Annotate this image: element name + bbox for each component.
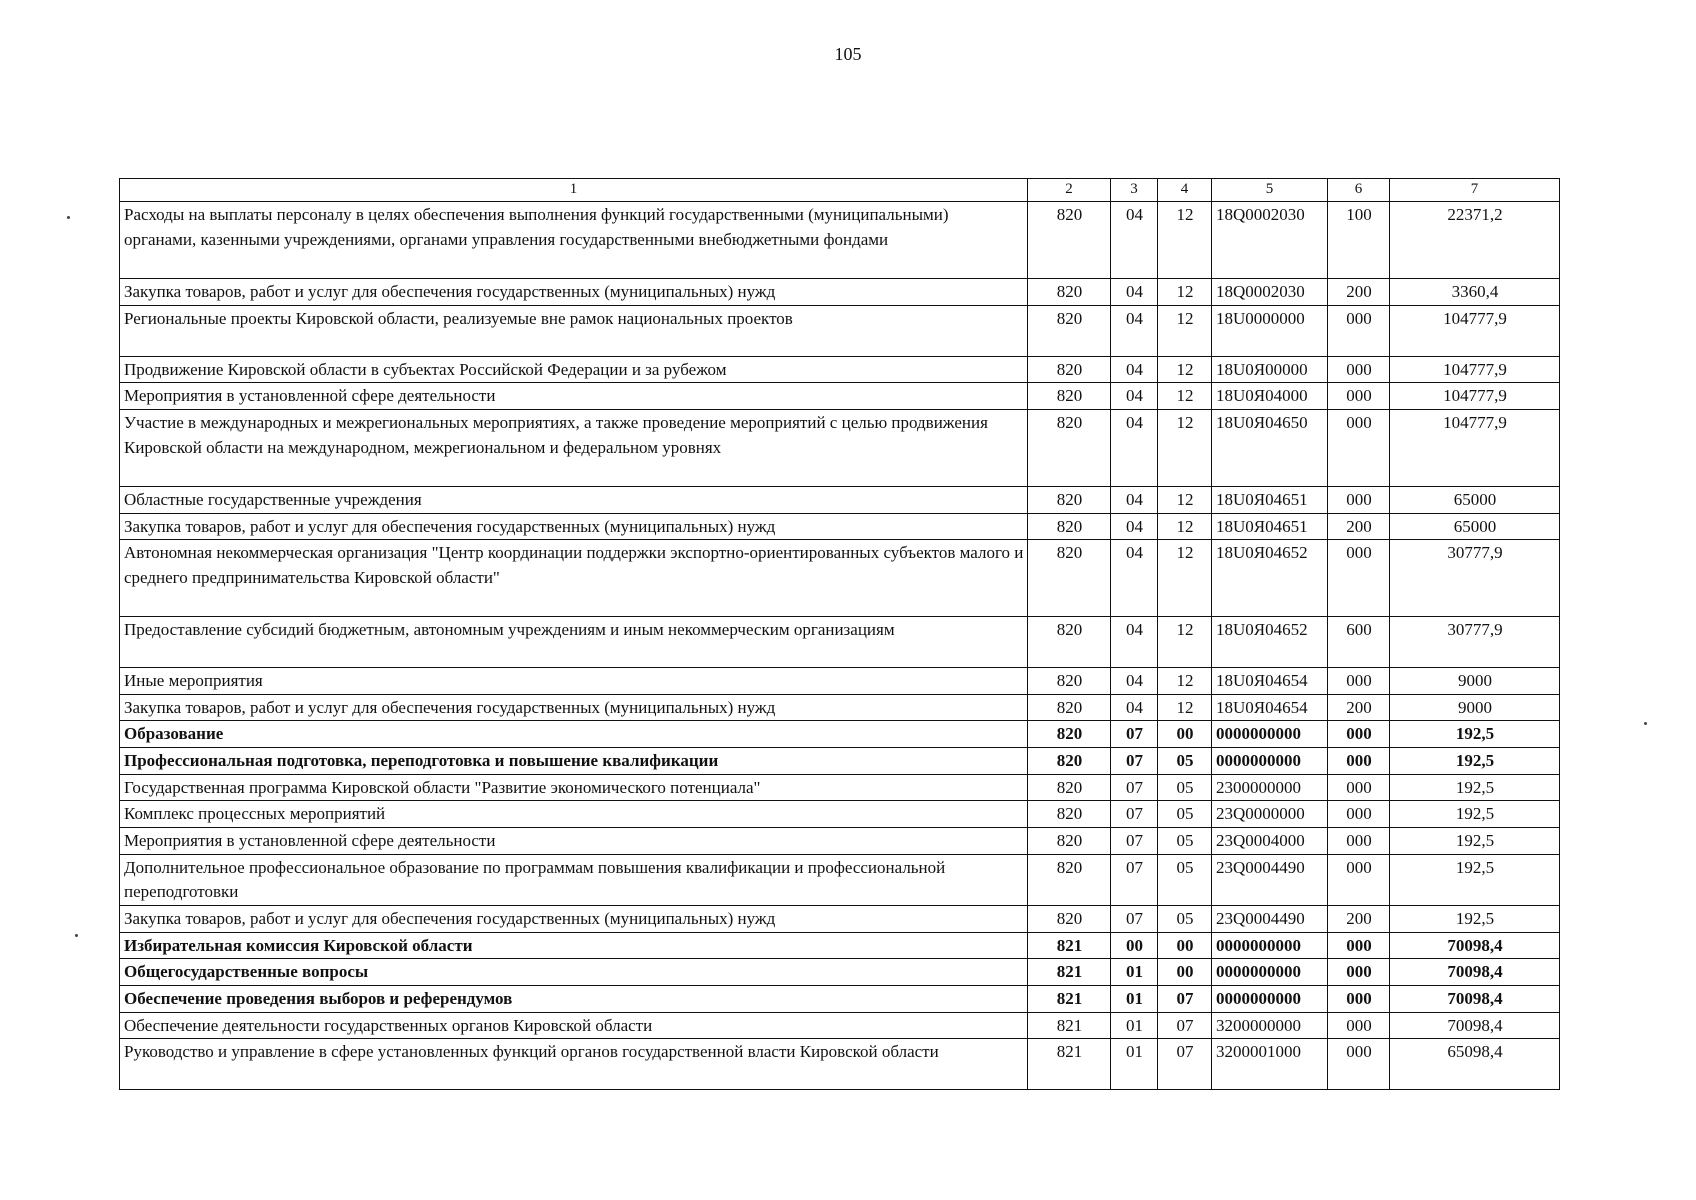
row-col-7: 30777,9 xyxy=(1390,617,1560,668)
row-col-7: 192,5 xyxy=(1390,828,1560,855)
row-col-3: 07 xyxy=(1111,828,1158,855)
row-col-6: 000 xyxy=(1328,356,1390,383)
row-col-3: 04 xyxy=(1111,383,1158,410)
row-col-3: 07 xyxy=(1111,721,1158,748)
row-col-5: 0000000000 xyxy=(1212,985,1328,1012)
row-col-7: 9000 xyxy=(1390,668,1560,695)
row-col-7: 192,5 xyxy=(1390,721,1560,748)
row-name: Мероприятия в установленной сфере деятельности xyxy=(120,383,1028,410)
row-col-5: 18U0Я00000 xyxy=(1212,356,1328,383)
table-row xyxy=(120,486,1560,513)
row-col-3: 07 xyxy=(1111,905,1158,932)
row-col-4: 07 xyxy=(1158,1039,1212,1090)
row-col-5: 23Q0004490 xyxy=(1212,905,1328,932)
table-row xyxy=(120,1012,1560,1039)
row-col-5: 23Q0000000 xyxy=(1212,801,1328,828)
row-col-5: 2300000000 xyxy=(1212,774,1328,801)
row-col-3: 04 xyxy=(1111,356,1158,383)
row-name: Расходы на выплаты персоналу в целях обеспечения выполнения функций государственными (муниципальными) органами, казенными учреждениями, органами управления государственными внебюджетными фондами xyxy=(120,202,1028,279)
row-col-4: 12 xyxy=(1158,617,1212,668)
row-col-3: 07 xyxy=(1111,748,1158,775)
row-col-5: 18U0Я04650 xyxy=(1212,409,1328,486)
row-col-5: 18Q0002030 xyxy=(1212,202,1328,279)
row-name: Образование xyxy=(120,721,1028,748)
row-name: Продвижение Кировской области в субъектах Российской Федерации и за рубежом xyxy=(120,356,1028,383)
row-col-2: 820 xyxy=(1028,383,1111,410)
row-col-4: 05 xyxy=(1158,774,1212,801)
row-name: Государственная программа Кировской области "Развитие экономического потенциала" xyxy=(120,774,1028,801)
row-col-3: 01 xyxy=(1111,1039,1158,1090)
row-col-6: 200 xyxy=(1328,905,1390,932)
row-col-5: 18U0000000 xyxy=(1212,305,1328,356)
row-col-3: 01 xyxy=(1111,1012,1158,1039)
table-row xyxy=(120,540,1560,617)
row-col-4: 00 xyxy=(1158,721,1212,748)
table-row xyxy=(120,668,1560,695)
row-col-2: 820 xyxy=(1028,617,1111,668)
row-col-2: 820 xyxy=(1028,279,1111,306)
row-col-2: 821 xyxy=(1028,1039,1111,1090)
row-col-3: 04 xyxy=(1111,513,1158,540)
row-col-5: 18U0Я04654 xyxy=(1212,694,1328,721)
row-col-2: 820 xyxy=(1028,721,1111,748)
row-col-2: 820 xyxy=(1028,905,1111,932)
column-number-row xyxy=(120,179,1560,202)
row-col-5: 0000000000 xyxy=(1212,748,1328,775)
row-col-2: 820 xyxy=(1028,540,1111,617)
row-col-2: 820 xyxy=(1028,668,1111,695)
table-body xyxy=(120,202,1560,1090)
row-col-4: 12 xyxy=(1158,305,1212,356)
row-col-3: 04 xyxy=(1111,540,1158,617)
row-col-5: 18U0Я04651 xyxy=(1212,513,1328,540)
row-col-2: 821 xyxy=(1028,959,1111,986)
row-col-7: 192,5 xyxy=(1390,748,1560,775)
row-col-7: 70098,4 xyxy=(1390,959,1560,986)
column-header-5: 5 xyxy=(1212,179,1328,202)
row-name: Предоставление субсидий бюджетным, автономным учреждениям и иным некоммерческим организациям xyxy=(120,617,1028,668)
row-col-7: 104777,9 xyxy=(1390,409,1560,486)
row-col-4: 12 xyxy=(1158,383,1212,410)
row-name: Закупка товаров, работ и услуг для обеспечения государственных (муниципальных) нужд xyxy=(120,279,1028,306)
row-col-7: 65000 xyxy=(1390,513,1560,540)
row-col-4: 12 xyxy=(1158,486,1212,513)
column-header-1: 1 xyxy=(120,179,1028,202)
row-col-2: 820 xyxy=(1028,356,1111,383)
row-col-2: 821 xyxy=(1028,985,1111,1012)
row-col-4: 12 xyxy=(1158,694,1212,721)
row-col-2: 820 xyxy=(1028,409,1111,486)
row-col-4: 12 xyxy=(1158,356,1212,383)
row-name: Комплекс процессных мероприятий xyxy=(120,801,1028,828)
row-col-7: 192,5 xyxy=(1390,801,1560,828)
row-col-4: 00 xyxy=(1158,932,1212,959)
row-col-3: 00 xyxy=(1111,932,1158,959)
row-name: Закупка товаров, работ и услуг для обеспечения государственных (муниципальных) нужд xyxy=(120,513,1028,540)
row-col-7: 192,5 xyxy=(1390,905,1560,932)
row-name: Региональные проекты Кировской области, реализуемые вне рамок национальных проектов xyxy=(120,305,1028,356)
row-col-5: 3200000000 xyxy=(1212,1012,1328,1039)
row-col-6: 000 xyxy=(1328,1012,1390,1039)
row-col-4: 05 xyxy=(1158,854,1212,905)
row-col-5: 0000000000 xyxy=(1212,932,1328,959)
row-col-3: 04 xyxy=(1111,668,1158,695)
table-row xyxy=(120,202,1560,279)
table-row xyxy=(120,774,1560,801)
row-col-6: 000 xyxy=(1328,959,1390,986)
column-header-3: 3 xyxy=(1111,179,1158,202)
table-row xyxy=(120,305,1560,356)
row-col-4: 12 xyxy=(1158,540,1212,617)
row-col-4: 05 xyxy=(1158,905,1212,932)
row-col-7: 192,5 xyxy=(1390,774,1560,801)
row-col-3: 04 xyxy=(1111,202,1158,279)
row-col-7: 9000 xyxy=(1390,694,1560,721)
table-row xyxy=(120,356,1560,383)
row-name: Участие в международных и межрегиональных мероприятиях, а также проведение мероприятий с целью продвижения Кировской области на международном, межрегиональном и федеральном уровнях xyxy=(120,409,1028,486)
table-row xyxy=(120,985,1560,1012)
row-name: Областные государственные учреждения xyxy=(120,486,1028,513)
row-col-7: 104777,9 xyxy=(1390,383,1560,410)
row-col-6: 200 xyxy=(1328,279,1390,306)
row-name: Обеспечение деятельности государственных органов Кировской области xyxy=(120,1012,1028,1039)
row-col-3: 07 xyxy=(1111,774,1158,801)
row-col-4: 07 xyxy=(1158,1012,1212,1039)
table-row xyxy=(120,409,1560,486)
row-col-4: 12 xyxy=(1158,279,1212,306)
row-name: Иные мероприятия xyxy=(120,668,1028,695)
row-col-7: 70098,4 xyxy=(1390,985,1560,1012)
table-row xyxy=(120,932,1560,959)
row-name: Профессиональная подготовка, переподготовка и повышение квалификации xyxy=(120,748,1028,775)
table-row xyxy=(120,1039,1560,1090)
row-col-6: 000 xyxy=(1328,828,1390,855)
budget-table xyxy=(119,178,1560,1090)
table-row xyxy=(120,617,1560,668)
row-col-6: 000 xyxy=(1328,932,1390,959)
row-name: Общегосударственные вопросы xyxy=(120,959,1028,986)
row-col-7: 70098,4 xyxy=(1390,932,1560,959)
row-col-3: 01 xyxy=(1111,985,1158,1012)
row-col-5: 0000000000 xyxy=(1212,959,1328,986)
scan-speck xyxy=(1644,722,1647,725)
row-col-5: 18U0Я04654 xyxy=(1212,668,1328,695)
table-row xyxy=(120,828,1560,855)
table-row xyxy=(120,905,1560,932)
row-name: Закупка товаров, работ и услуг для обеспечения государственных (муниципальных) нужд xyxy=(120,694,1028,721)
row-col-5: 18U0Я04652 xyxy=(1212,617,1328,668)
row-col-6: 000 xyxy=(1328,774,1390,801)
row-col-3: 04 xyxy=(1111,617,1158,668)
row-col-3: 04 xyxy=(1111,486,1158,513)
row-col-6: 200 xyxy=(1328,694,1390,721)
table-row xyxy=(120,694,1560,721)
row-col-2: 820 xyxy=(1028,305,1111,356)
row-col-2: 820 xyxy=(1028,486,1111,513)
row-col-5: 3200001000 xyxy=(1212,1039,1328,1090)
row-col-5: 23Q0004490 xyxy=(1212,854,1328,905)
row-col-4: 07 xyxy=(1158,985,1212,1012)
row-col-4: 00 xyxy=(1158,959,1212,986)
row-col-5: 0000000000 xyxy=(1212,721,1328,748)
row-col-7: 65000 xyxy=(1390,486,1560,513)
table-row xyxy=(120,959,1560,986)
row-col-3: 04 xyxy=(1111,409,1158,486)
row-col-7: 70098,4 xyxy=(1390,1012,1560,1039)
column-header-4: 4 xyxy=(1158,179,1212,202)
row-col-2: 820 xyxy=(1028,774,1111,801)
row-col-5: 18U0Я04000 xyxy=(1212,383,1328,410)
row-name: Автономная некоммерческая организация "Центр координации поддержки экспортно-ориентированных субъектов малого и среднего предпринимательства Кировской области" xyxy=(120,540,1028,617)
row-col-7: 104777,9 xyxy=(1390,305,1560,356)
row-col-5: 23Q0004000 xyxy=(1212,828,1328,855)
row-col-6: 000 xyxy=(1328,540,1390,617)
row-col-2: 820 xyxy=(1028,513,1111,540)
row-col-4: 05 xyxy=(1158,801,1212,828)
row-col-6: 100 xyxy=(1328,202,1390,279)
row-name: Руководство и управление в сфере установленных функций органов государственной власти Кировской области xyxy=(120,1039,1028,1090)
row-col-6: 200 xyxy=(1328,513,1390,540)
table-row xyxy=(120,279,1560,306)
scan-speck xyxy=(75,934,78,937)
table-row xyxy=(120,383,1560,410)
row-col-7: 3360,4 xyxy=(1390,279,1560,306)
row-col-2: 820 xyxy=(1028,202,1111,279)
row-name: Дополнительное профессиональное образование по программам повышения квалификации и профессиональной переподготовки xyxy=(120,854,1028,905)
row-col-3: 04 xyxy=(1111,279,1158,306)
row-col-7: 22371,2 xyxy=(1390,202,1560,279)
row-name: Избирательная комиссия Кировской области xyxy=(120,932,1028,959)
row-name: Закупка товаров, работ и услуг для обеспечения государственных (муниципальных) нужд xyxy=(120,905,1028,932)
row-col-6: 000 xyxy=(1328,305,1390,356)
row-col-6: 000 xyxy=(1328,1039,1390,1090)
row-col-2: 820 xyxy=(1028,854,1111,905)
row-col-6: 000 xyxy=(1328,668,1390,695)
row-col-6: 000 xyxy=(1328,985,1390,1012)
row-col-6: 000 xyxy=(1328,486,1390,513)
table-row xyxy=(120,801,1560,828)
row-col-5: 18U0Я04652 xyxy=(1212,540,1328,617)
row-col-4: 12 xyxy=(1158,202,1212,279)
row-col-7: 104777,9 xyxy=(1390,356,1560,383)
table-row xyxy=(120,748,1560,775)
column-header-6: 6 xyxy=(1328,179,1390,202)
row-col-5: 18Q0002030 xyxy=(1212,279,1328,306)
page-number: 105 xyxy=(834,44,862,64)
column-header-2: 2 xyxy=(1028,179,1111,202)
row-col-7: 192,5 xyxy=(1390,854,1560,905)
scan-speck xyxy=(67,216,70,219)
row-col-3: 04 xyxy=(1111,305,1158,356)
table-row xyxy=(120,854,1560,905)
row-col-4: 05 xyxy=(1158,828,1212,855)
row-col-6: 000 xyxy=(1328,801,1390,828)
row-col-3: 01 xyxy=(1111,959,1158,986)
row-col-2: 820 xyxy=(1028,801,1111,828)
row-col-2: 821 xyxy=(1028,932,1111,959)
row-col-3: 04 xyxy=(1111,694,1158,721)
row-name: Обеспечение проведения выборов и референдумов xyxy=(120,985,1028,1012)
row-col-2: 820 xyxy=(1028,748,1111,775)
row-name: Мероприятия в установленной сфере деятельности xyxy=(120,828,1028,855)
column-header-7: 7 xyxy=(1390,179,1560,202)
table-row xyxy=(120,721,1560,748)
row-col-6: 000 xyxy=(1328,748,1390,775)
row-col-6: 000 xyxy=(1328,409,1390,486)
row-col-4: 12 xyxy=(1158,409,1212,486)
row-col-2: 821 xyxy=(1028,1012,1111,1039)
row-col-4: 12 xyxy=(1158,513,1212,540)
row-col-7: 65098,4 xyxy=(1390,1039,1560,1090)
row-col-6: 000 xyxy=(1328,721,1390,748)
row-col-7: 30777,9 xyxy=(1390,540,1560,617)
row-col-4: 12 xyxy=(1158,668,1212,695)
row-col-4: 05 xyxy=(1158,748,1212,775)
row-col-5: 18U0Я04651 xyxy=(1212,486,1328,513)
row-col-6: 000 xyxy=(1328,854,1390,905)
row-col-6: 600 xyxy=(1328,617,1390,668)
row-col-6: 000 xyxy=(1328,383,1390,410)
table-row xyxy=(120,513,1560,540)
row-col-3: 07 xyxy=(1111,801,1158,828)
row-col-2: 820 xyxy=(1028,694,1111,721)
row-col-2: 820 xyxy=(1028,828,1111,855)
row-col-3: 07 xyxy=(1111,854,1158,905)
